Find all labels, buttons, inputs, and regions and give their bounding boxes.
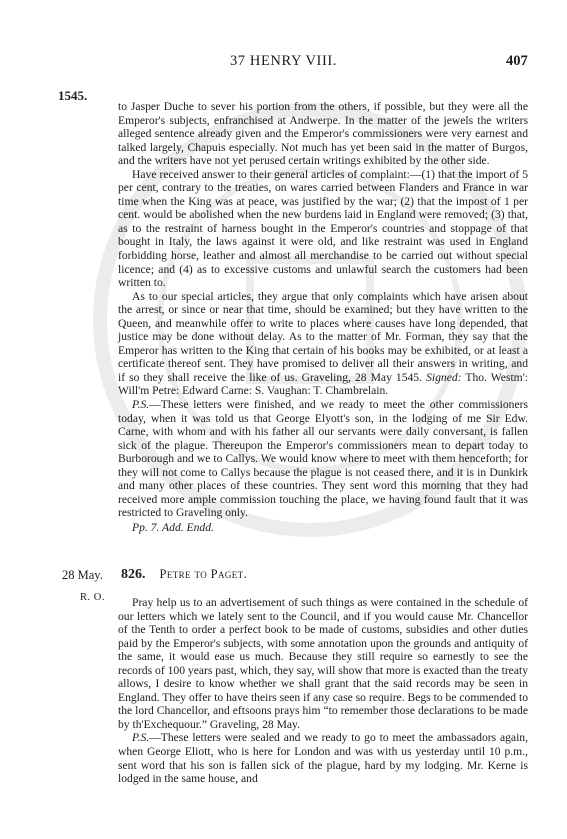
- paragraph: Have received answer to their general articles of complaint:—(1) that the import of 5 per cent, contrary to the treaties, on wares carried between Flanders and France in war time when the King was at peace, was justified by the war; (2) that the impost of 1 per cent. would be abolished when the new burdens laid in England were removed; (3) that, as to the restraint of harness bought in the Emperor's countries and stoppage of that bought in Italy, the laws against it were old, and like restraint was used in England forbidding horse, leather and almost all merchandise to be carried out without special licence; and (4) as to excessive customs and unlawful search the customers had been written to.: [118, 167, 528, 290]
- page-number: 407: [506, 53, 528, 69]
- paragraph: [118, 290, 528, 398]
- postscript: [118, 398, 528, 520]
- entry-date: 28 May.: [62, 568, 103, 582]
- entry-title: Petre to Paget.: [159, 567, 248, 581]
- paragraph: Pray help us to an advertisement of such things as were contained in the schedule of our letters which we lately sent to the Council, and if you would cause Mr. Chancellor of the Tenth to order a perfect book to be made of customs, subsidies and other duties paid by the Emperor's subjects, with some annotation upon the grounds and antiquity of the same, it would ease us much. Because they still require so earnestly to see the records of 100 years past, which, they say, will show that more is exacted than the treaty allows, I desire to know whether we shall grant that the said records may be seen in England. They offer to have theirs seen if any case so require. Begs to be commended to the lord Chancellor, and eftsoons prays him “to remember those declarations to be made by th'Exchequour.” Graveling, 28 May.: [118, 596, 528, 731]
- postscript-text: —These letters were sealed and we ready to go to meet the ambassadors again, when George Eliott, who is here for London and was with us yesterday until 10 p.m., sent word that his son is fallen sick of the plague, hard by my lodging. Mr. Kerne is lodged in the same house, and: [118, 731, 528, 786]
- postscript: [118, 731, 528, 785]
- paragraph: to Jasper Duche to sever his portion from the others, if possible, but they were all the Emperor's subjects, enfranchised at Andwerpe. In the matter of the jewels the writers alleged sentence already given and the Emperor's commissioners were very earnest and talked largely, Chapuis especially. Not much has yet been said in the matter of Burgos, and the writers have not yet perused certain writings exhibited by the other side.: [118, 100, 528, 168]
- postscript-text: —These letters were finished, and we ready to meet the other commissioners today, when it was told us that George Elyott's son, in the lodging of me Sir Edw. Carne, with whom and with his father all our servants were daily conversant, is fallen sick of the plague. Thereupon the Emperor's commissioners mean to depart today to Burborough and we to Callys. We would know where to meet with them henceforth; for they will not come to Callys because the plague is not ceased there, and it is in Dunkirk and many other places of these countries. They sent word this morning that they had received more ample commission touching the place, we having found fault that it was restricted to Graveling only.: [118, 398, 528, 520]
- postscript-label: P.S.: [132, 731, 150, 745]
- paragraph-text: As to our special articles, they argue that only complaints which have arisen about the arrest, or since or near that time, should be examined; but they have written to the Queen, and meanwhile offer to write to places where causes have long depended, that justice may be done without delay. As to the matter of Mr. Forman, they say that the Emperor has written to the King that certain of his books may be exhibited, or at least a certificate thereof sent. They have promised to deliver all their answers in writing, and if so they shall receive the like of us. Graveling, 28 May 1545.: [118, 289, 528, 384]
- postscript-label: P.S.: [132, 398, 150, 412]
- entry-heading: [121, 567, 247, 583]
- margin-year: 1545.: [58, 88, 88, 103]
- entry-source: R. O.: [80, 592, 105, 603]
- running-header-title: 37 HENRY VIII.: [229, 53, 338, 69]
- entry-number: 826.: [121, 567, 146, 582]
- document-description-note: Pp. 7. Add. Endd.: [132, 520, 214, 534]
- letter-body: [118, 596, 528, 786]
- letter-body-continued: [118, 100, 528, 535]
- signatories: Tho. Westm': Will'm Petre: Edward Carne: S. Vaughan: T. Chambrelain.: [118, 370, 529, 398]
- signed-label: Signed:: [426, 370, 462, 384]
